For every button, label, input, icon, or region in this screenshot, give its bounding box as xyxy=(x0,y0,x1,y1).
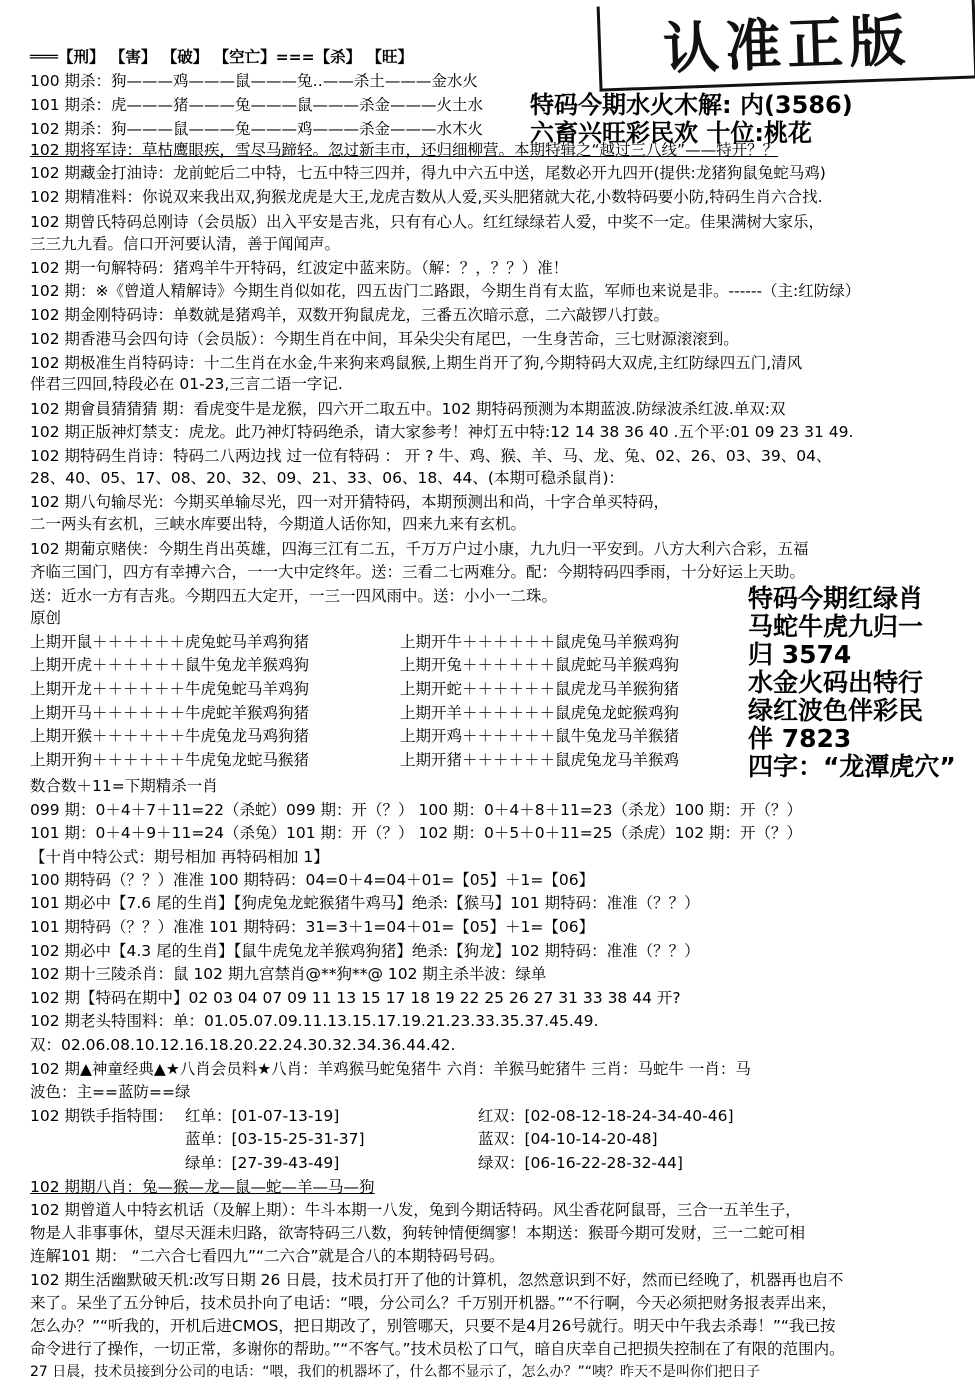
text-line-c7: 命令进行了操作，一切正常，多谢你的帮助。”“不客气。”技术员松了口气，暗自庆幸自己把损失控制在了有限的范围内。 xyxy=(30,1340,845,1358)
text-line-a11: 102 期會員猜猜猜 期：看虎变牛是龙猴，四六开二取五中。102 期特码预测为本期蓝波.防绿波杀红波.单双:双 xyxy=(30,400,786,418)
right-box-line-3: 水金火码出特行 xyxy=(748,668,924,697)
tieshou-blue-double: 蓝双：[04-10-14-20-48] xyxy=(478,1130,658,1148)
top-right-line-1: 特码今期水火木解: 内(3586) xyxy=(530,91,853,119)
right-box-line-0: 特码今期红绿肖 xyxy=(748,584,924,613)
text-line-a0: 102 期将军诗：草枯鹰眼疾，雪尽马蹄轻。忽过新丰市，还归细柳营。本期特辑之“越过三八线”——特开？？ xyxy=(30,141,779,159)
text-line-b12: 102 期▲神童经典▲★八肖会员料★八肖：羊鸡猴马蛇兔猪牛 六肖：羊猴马蛇猪牛 三肖：马蛇牛 一肖：马 xyxy=(30,1060,751,1078)
text-line-a16: 二一两头有玄机，三峡水库要出特，今期道人话你知，四来九来有玄机。 xyxy=(30,515,527,533)
text-line-b3: 【十肖中特公式：期号相加 再特码相加 1】 xyxy=(30,848,329,866)
header-legend: ═══【刑】 【害】 【破】 【空亡】===【杀】 【旺】 xyxy=(30,48,414,66)
shangqi-left-4: 上期开猴＋＋＋＋＋＋牛虎兔龙马鸡狗猪 xyxy=(30,727,310,745)
text-line-a17: 102 期葡京赌侠：今期生肖出英雄，四海三江有二五，千万万户过小康，九九归一平安到。八方大利六合彩，五福 xyxy=(30,540,809,558)
text-line-b13: 波色：主==蓝防==绿 xyxy=(30,1083,191,1101)
text-line-b7: 102 期必中【4.3 尾的生肖】【鼠牛虎兔龙羊猴鸡狗猪】绝杀:【狗龙】102 期特码：准准（？？） xyxy=(30,942,700,960)
text-line-c3: 连解101 期： “二六合七看四九”“二六合”就是合八的本期特码号码。 xyxy=(30,1247,505,1265)
tieshou-green-single: 绿单：[27-39-43-49] xyxy=(185,1154,340,1172)
shangqi-right-5: 上期开猪＋＋＋＋＋＋鼠虎兔龙马羊猴鸡 xyxy=(400,751,680,769)
text-line-a3: 102 期曾氏特码总刚诗（会员版）出入平安是吉兆，只有有心人。红红绿绿若人爱，中奖不一定。佳果满树大家乐， xyxy=(30,213,825,231)
text-line-b2: 101 期：0＋4＋9＋11=24（杀兔）101 期：开（？） 102 期：0＋5＋0＋11=25（杀虎）102 期：开（？） xyxy=(30,824,803,842)
text-line-b10: 102 期老头特围料：单：01.05.07.09.11.13.15.17.19.21.23.33.35.37.45.49. xyxy=(30,1012,599,1030)
text-line-a20: 原创 xyxy=(30,609,62,627)
right-box-line-6: 四字：“龙潭虎穴” xyxy=(748,752,956,781)
shangqi-right-0: 上期开牛＋＋＋＋＋＋鼠虎兔马羊猴鸡狗 xyxy=(400,633,680,651)
right-box-line-2: 归 3574 xyxy=(748,640,852,669)
text-line-c1: 102 期曾道人中特玄机话（及解上期）：牛斗本期一八发，兔到今期话特码。风尘香花阿鼠哥，三合一五羊生子， xyxy=(30,1201,801,1219)
text-line-a1: 102 期藏金打油诗：龙前蛇后二中特，七五中特三四并，得九中六五中送，尾数必开九四开(提供:龙猪狗鼠兔蛇马鸡) xyxy=(30,164,826,182)
tieshou-blue-single: 蓝单：[03-15-25-31-37] xyxy=(185,1130,365,1148)
text-line-b5: 101 期必中【7.6 尾的生肖】【狗虎兔龙蛇猴猪牛鸡马】绝杀:【猴马】101 期特码：准准（？？） xyxy=(30,894,700,912)
text-line-a5: 102 期一句解特码：猪鸡羊牛开特码，红波定中蓝来防。（解：？，？？）准！ xyxy=(30,259,569,277)
text-line-a9: 102 期极准生肖特码诗：十二生肖在水金,牛来狗来鸡鼠猴,上期生肖开了狗,今期特码大双虎,主红防绿四五门,清风 xyxy=(30,354,803,372)
text-line-a15: 102 期八句输尽光：今期买单输尽光，四一对开猜特码，本期预测出和尚，十字合单买特码， xyxy=(30,493,670,511)
text-line-b11: 双：02.06.08.10.12.16.18.20.22.24.30.32.34.36.44.42. xyxy=(30,1036,456,1054)
top-right-line-2: 六畜兴旺彩民欢 十位:桃花 xyxy=(530,119,812,147)
text-line-a18: 齐临三国门，四方有幸搏六合，一一大中定终年。送：三看二七两难分。配：今期特码四季雨，十分好运上天助。 xyxy=(30,563,806,581)
text-line-c8: 27 日晨，技术员接到分公司的电话：“喂，我们的机器坏了，什么都不显示了，怎么办？”“咦？昨天不是叫你们把日子 xyxy=(30,1364,761,1380)
authentic-stamp xyxy=(597,0,975,92)
shangqi-right-4: 上期开鸡＋＋＋＋＋＋鼠牛兔龙马羊猴猪 xyxy=(400,727,680,745)
shangqi-left-5: 上期开狗＋＋＋＋＋＋牛虎兔龙蛇马猴猪 xyxy=(30,751,310,769)
tieshou-green-double: 绿双：[06-16-22-28-32-44] xyxy=(478,1154,683,1172)
text-line-a12: 102 期正版神灯禁支：虎龙。此乃神灯特码绝杀，请大家参考！神灯五中特:12 14 38 36 40 .五个平:01 09 23 31 49. xyxy=(30,423,854,441)
text-line-a4: 三三九九看。信口开河要认清，善于闻闻声。 xyxy=(30,235,341,253)
text-line-c4: 102 期生活幽默破天机:改写日期 26 日晨，技术员打开了他的计算机，忽然意识到不好，然而已经晚了，机器再也启不 xyxy=(30,1271,844,1289)
text-line-a19: 送：近水一方有吉兆。今期四五大定开，一三一四风雨中。送：小小一二珠。 xyxy=(30,587,558,605)
text-line-c2: 物是人非事事休，望尽天涯未归路，欲寄特码三八数，狗转钟情便绸寥！本期送：猴哥今期可发财，三一二蛇可相 xyxy=(30,1224,806,1242)
shangqi-right-1: 上期开兔＋＋＋＋＋＋鼠虎蛇马羊猴鸡狗 xyxy=(400,656,680,674)
text-line-a7: 102 期金刚特码诗：单数就是猪鸡羊，双数开狗鼠虎龙，三番五次暗示意，二六敲锣八打鼓。 xyxy=(30,306,670,324)
right-box-line-1: 马蛇牛虎九归一 xyxy=(748,612,924,641)
text-line-a14: 28、40、05、17、08、20、32、09、21、33、06、18、44、(本期可稳杀鼠肖)： xyxy=(30,469,624,487)
text-line-b9: 102 期【特码在期中】02 03 04 07 09 11 13 15 17 18 19 22 25 26 27 31 33 38 44 开? xyxy=(30,989,681,1007)
right-box-line-5: 伴 7823 xyxy=(748,724,852,753)
tieshou-red-double: 红双：[02-08-12-18-24-34-40-46] xyxy=(478,1107,734,1125)
sha-line-101: 101 期杀：虎———猪———兔———鼠———杀金———火土水 xyxy=(30,96,484,114)
text-line-b0: 数合数＋11=下期精杀一肖 xyxy=(30,777,218,795)
sha-line-102: 102 期杀：狗———鼠———兔———鸡———杀金———水木火 xyxy=(30,120,484,138)
shangqi-right-2: 上期开蛇＋＋＋＋＋＋鼠虎龙马羊猴狗猪 xyxy=(400,680,680,698)
shangqi-left-3: 上期开马＋＋＋＋＋＋牛虎蛇羊猴鸡狗猪 xyxy=(30,704,310,722)
shangqi-left-1: 上期开虎＋＋＋＋＋＋鼠牛兔龙羊猴鸡狗 xyxy=(30,656,310,674)
text-line-a8: 102 期香港马会四句诗（会员版）：今期生肖在中间，耳朵尖尖有尾巴，一生身苦命，三七财源滚滚到。 xyxy=(30,330,739,348)
stamp-text: 认准正版 xyxy=(662,7,913,83)
tieshou-red-single: 红单：[01-07-13-19] xyxy=(185,1107,340,1125)
text-line-a6: 102 期：※《曾道人精解诗》今期生肖似如花，四五齿门二路跟，今期生肖有太监，军师也来说是非。------（主:红防绿） xyxy=(30,282,861,300)
text-line-c5: 来了。呆坐了五分钟后，技术员扑向了电话：“喂，分公司么？千万别开机器。”“不行啊，今天必须把财务报表弄出来， xyxy=(30,1294,837,1312)
text-line-a2: 102 期精准料：你说双来我出双,狗猴龙虎是大王,龙虎吉数从人爱,买头肥猪就大花,小数特码要小防,特码生肖六合找. xyxy=(30,188,823,206)
text-line-c0: 102 期期八肖：兔—猴—龙—鼠—蛇—羊—马—狗 xyxy=(30,1178,375,1196)
text-line-b1: 099 期：0＋4＋7＋11=22（杀蛇）099 期：开（？） 100 期：0＋4＋8＋11=23（杀龙）100 期：开（？） xyxy=(30,801,803,819)
text-line-b6: 101 期特码（？？）准准 101 期特码：31=3＋1=04＋01=【05】＋1=【06】 xyxy=(30,918,595,936)
text-line-b4: 100 期特码（？？）准准 100 期特码：04=0＋4=04＋01=【05】＋1=【06】 xyxy=(30,871,595,889)
right-box-line-4: 绿红波色伴彩民 xyxy=(748,696,924,725)
tieshou-title: 102 期铁手指特围： xyxy=(30,1107,174,1125)
text-line-a13: 102 期特码生肖诗：特码二八两边找 过一位有特码 ： 开 ? 牛、鸡、猴、羊、马、龙、兔、02、26、03、39、04、 xyxy=(30,447,832,465)
shangqi-left-0: 上期开鼠＋＋＋＋＋＋虎兔蛇马羊鸡狗猪 xyxy=(30,633,310,651)
text-line-a10: 伴君三四回,特段必在 01-23,三言二语一字记. xyxy=(30,375,343,393)
shangqi-left-2: 上期开龙＋＋＋＋＋＋牛虎兔蛇马羊鸡狗 xyxy=(30,680,310,698)
sha-line-100: 100 期杀：狗———鸡———鼠———兔‥——杀土———金水火 xyxy=(30,72,478,90)
shangqi-right-3: 上期开羊＋＋＋＋＋＋鼠虎兔龙蛇猴鸡狗 xyxy=(400,704,680,722)
text-line-c6: 怎么办？”“听我的，开机后进CMOS，把日期改了，别管哪天，只要不是4月26号就行。明天中午我去杀毒！”“我已按 xyxy=(30,1317,836,1335)
text-line-b8: 102 期十三陵杀肖：鼠 102 期九宫禁肖@**狗**@ 102 期主杀半波：绿单 xyxy=(30,965,547,983)
